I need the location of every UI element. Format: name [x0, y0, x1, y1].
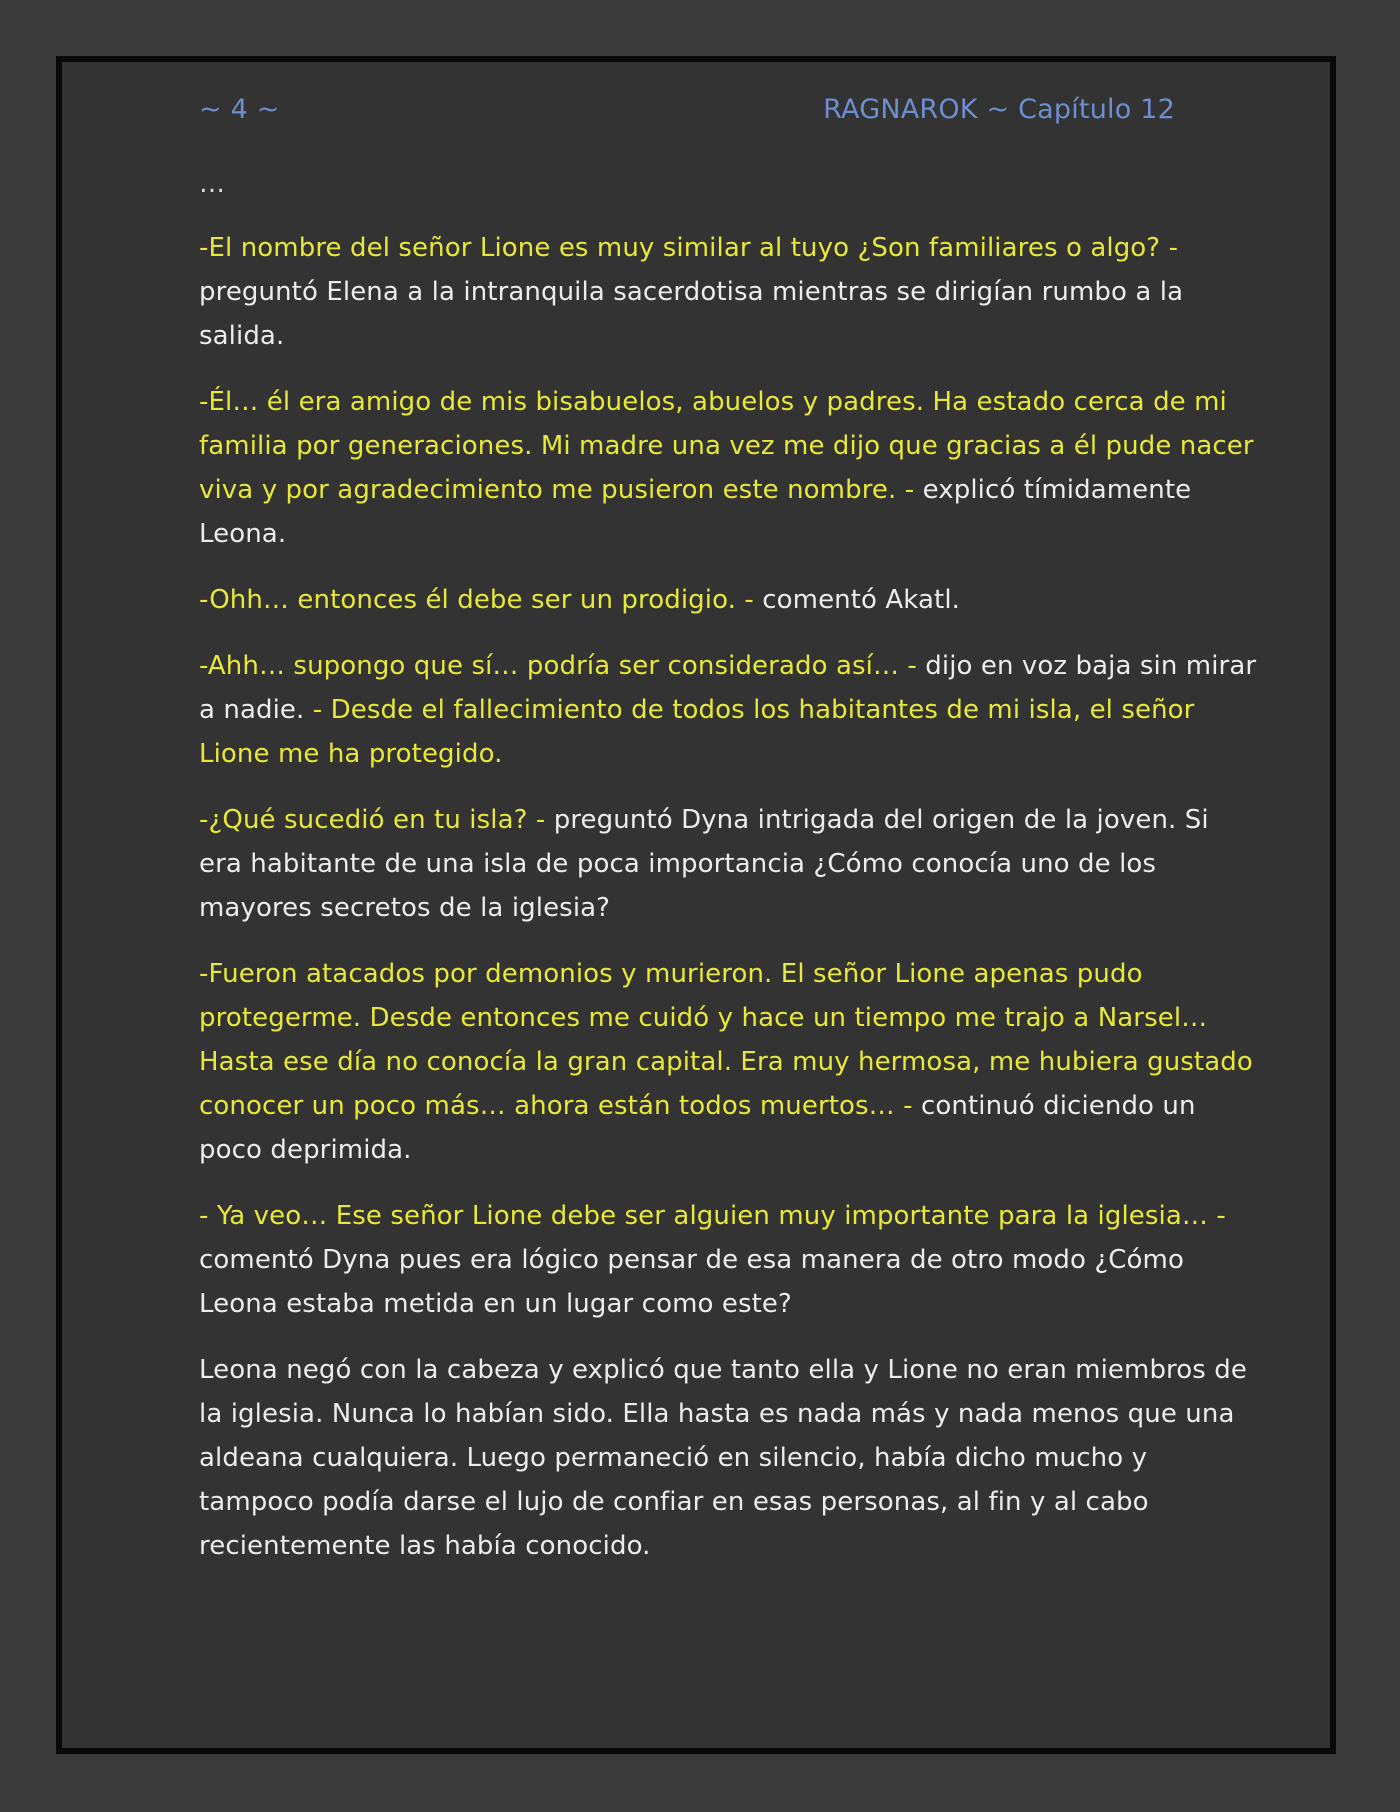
dialogue: -Ohh… entonces él debe ser un prodigio. - [199, 585, 754, 615]
chapter-title: RAGNAROK ~ Capítulo 12 [823, 94, 1175, 125]
narration: preguntó Elena a la intranquila sacerdotisa mientras se dirigían rumbo a la salida. [199, 277, 1184, 351]
story-text [199, 162, 1259, 1590]
dialogue: -Él… él era amigo de mis bisabuelos, abuelos y padres. Ha estado cerca de mi familia por generaciones. Mi madre una vez me dijo que gracias a él pude nacer viva y por agradecimiento me pusieron este nombre. - [199, 387, 1254, 505]
paragraph-4 [199, 644, 1259, 776]
narration: explicó tímidamente Leona. [199, 475, 1192, 549]
paragraph-3 [199, 578, 1259, 622]
paragraph-7 [199, 1194, 1259, 1326]
dialogue: -Fueron atacados por demonios y murieron. El señor Lione apenas pudo protegerme. Desde entonces me cuidó y hace un tiempo me trajo a Narsel… Hasta ese día no conocía la gran capital. Era muy hermosa, me hubiera gustado conocer un poco más… ahora están todos muertos… - [199, 959, 1253, 1121]
narration: Leona negó con la cabeza y explicó que tanto ella y Lione no eran miembros de la iglesia. Nunca lo habían sido. Ella hasta es nada más y nada menos que una aldeana cualquiera. Luego permaneció en silencio, había dicho mucho y tampoco podía darse el lujo de confiar en esas personas, al fin y al cabo recientemente las había conocido. [199, 1355, 1247, 1561]
paragraph-2 [199, 380, 1259, 556]
narration: dijo en voz baja sin mirar a nadie. [199, 651, 1257, 725]
narration: comentó Dyna pues era lógico pensar de esa manera de otro modo ¿Cómo Leona estaba metida en un lugar como este? [199, 1245, 1184, 1319]
page-number: ~ 4 ~ [199, 94, 280, 125]
paragraph-5 [199, 798, 1259, 930]
opening-ellipsis: … [199, 169, 226, 199]
dialogue: -El nombre del señor Lione es muy similar al tuyo ¿Son familiares o algo? - [199, 233, 1179, 263]
narration: preguntó Dyna intrigada del origen de la joven. Si era habitante de una isla de poca importancia ¿Cómo conocía uno de los mayores secretos de la iglesia? [199, 805, 1209, 923]
paragraph-8 [199, 1348, 1259, 1568]
dialogue: - Ya veo… Ese señor Lione debe ser alguien muy importante para la iglesia… - [199, 1201, 1226, 1231]
dialogue: -Ahh… supongo que sí… podría ser considerado así… - [199, 651, 917, 681]
narration: continuó diciendo un poco deprimida. [199, 1091, 1196, 1165]
paragraph-1 [199, 226, 1259, 358]
dialogue: - Desde el fallecimiento de todos los habitantes de mi isla, el señor Lione me ha protegido. [199, 695, 1195, 769]
narration: comentó Akatl. [753, 585, 961, 615]
dialogue: -¿Qué sucedió en tu isla? - [199, 805, 546, 835]
page-frame [56, 56, 1336, 1754]
paragraph-6 [199, 952, 1259, 1172]
